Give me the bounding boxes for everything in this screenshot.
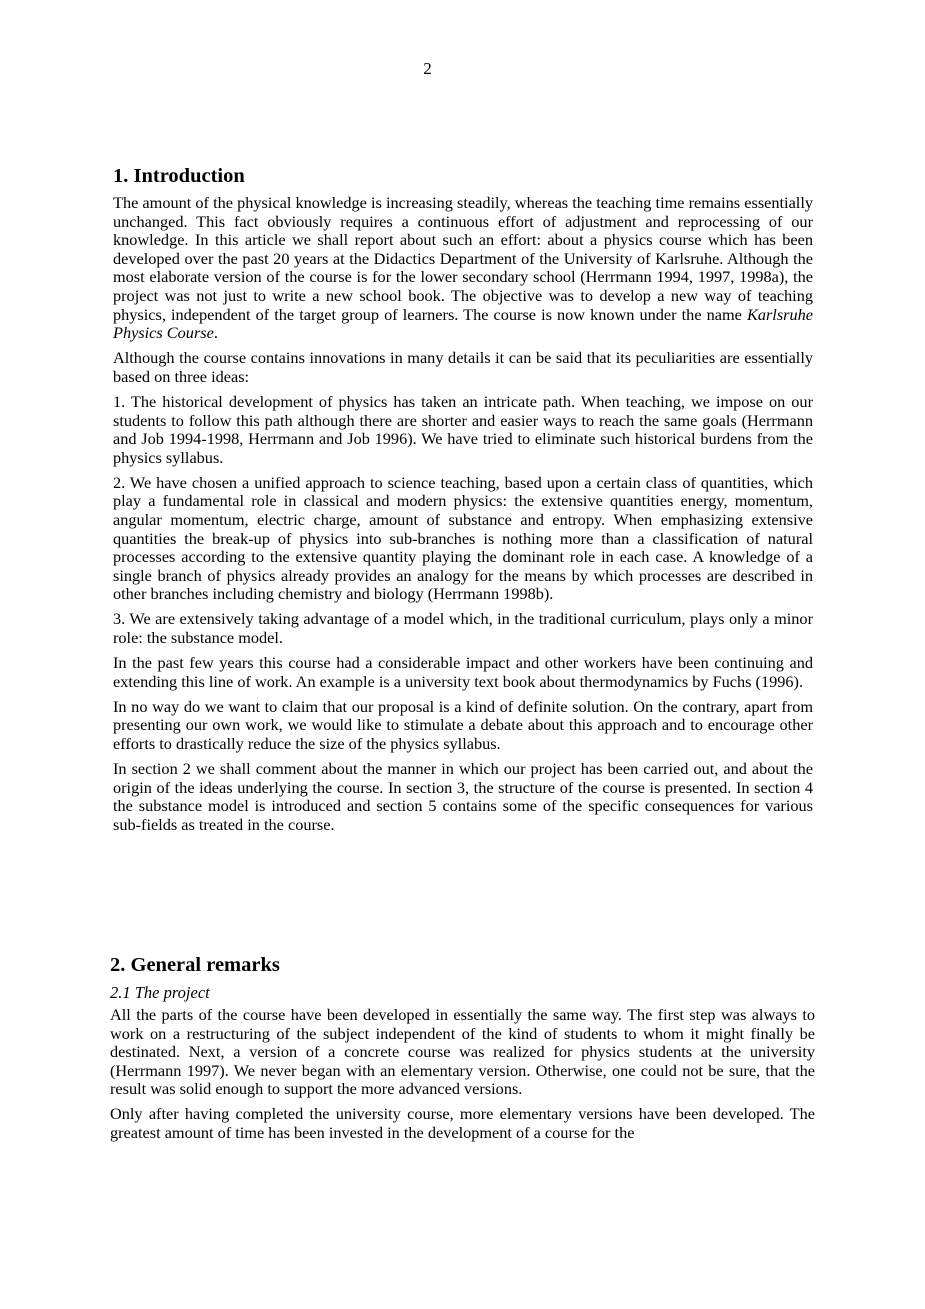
paragraph-end: . bbox=[213, 323, 218, 343]
paragraph: In no way do we want to claim that our proposal is a kind of definite solution. On the contrary, apart from presenting our own work, we would like to stimulate a debate about this approach and to encourage other efforts to drastically reduce the size of the physics syllabus. bbox=[113, 696, 813, 754]
paragraph: Only after having completed the university course, more elementary versions have been developed. The greatest amount of time has been invested in the development of a course for the bbox=[110, 1104, 815, 1143]
section-introduction bbox=[113, 164, 813, 841]
section-general-remarks bbox=[110, 953, 815, 1149]
paragraph: 2. We have chosen a unified approach to science teaching, based upon a certain class of quantities, which play a fundamental role in classical and modern physics: the extensive quantities energy, momentum, angular momentum, electric charge, amount of substance and entropy. When emphasizing extensive quantities the break-up of physics into sub-branches is nothing more than a classification of natural processes according to the extensive quantity playing the dominant role in each case. A knowledge of a single branch of physics already provides an analogy for the means by which processes are described in other branches including chemistry and biology (Herrmann 1998b). bbox=[113, 472, 813, 604]
paragraph: In the past few years this course had a considerable impact and other workers have been continuing and extending this line of work. An example is a university text book about thermodynamics by Fuchs (1996). bbox=[113, 653, 813, 691]
section-heading: 1. Introduction bbox=[113, 165, 245, 187]
paragraph: All the parts of the course have been developed in essentially the same way. The first step was always to work on a restructuring of the subject independent of the kind of students to whom it might finally be destinated. Next, a version of a concrete course was realized for physics students at the university (Herrmann 1997). We never began with an elementary version. Otherwise, one could not be sure, that the result was solid enough to support the more advanced versions. bbox=[110, 1005, 815, 1099]
paragraph: 1. The historical development of physics has taken an intricate path. When teaching, we impose on our students to follow this path although there are shorter and easier ways to reach the same goals (Herrmann and Job 1994-1998, Herrmann and Job 1996). We have tried to eliminate such historical burdens from the physics syllabus. bbox=[113, 391, 813, 467]
subsection-heading: 2.1 The project bbox=[110, 983, 210, 1002]
course-name: Karlsruhe Physics Course bbox=[113, 304, 813, 343]
page-number: 2 bbox=[423, 59, 432, 78]
paragraph: 3. We are extensively taking advantage of a model which, in the traditional curriculum, plays only a minor role: the substance model. bbox=[113, 609, 813, 648]
section-heading: 2. General remarks bbox=[110, 954, 280, 976]
paragraph-text: The amount of the physical knowledge is increasing steadily, whereas the teaching time remains essentially unchanged. This fact obviously requires a continuous effort of adjustment and reprocessing of our knowledge. In this article we shall report about such an effort: about a physics course which has been developed over the past 20 years at the Didactics Department of the University of Karlsruhe. Although the most elaborate version of the course is for the lower secondary school (Herrmann 1994, 1997, 1998a), the project was not just to write a new school book. The objective was to develop a new way of teaching physics, independent of the target group of learners. The course is now known under the name bbox=[113, 193, 813, 324]
paragraph: In section 2 we shall comment about the manner in which our project has been carried out, and about the origin of the ideas underlying the course. In section 3, the structure of the course is presented. In section 4 the substance model is introduced and section 5 contains some of the specific consequences for various sub-fields as treated in the course. bbox=[113, 759, 813, 834]
paragraph: Although the course contains innovations in many details it can be said that its peculiarities are essentially based on three ideas: bbox=[113, 348, 813, 386]
paragraph bbox=[113, 194, 813, 343]
